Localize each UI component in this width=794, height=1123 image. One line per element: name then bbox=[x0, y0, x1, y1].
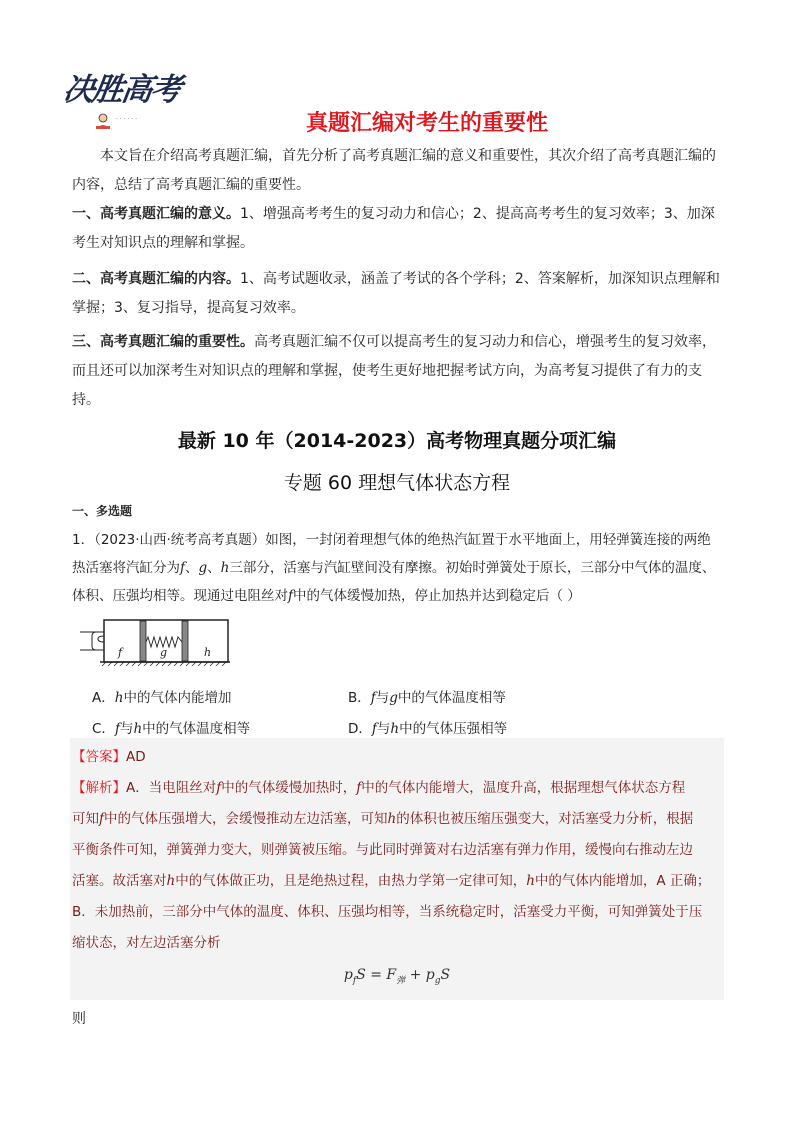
page-title: 真题汇编对考生的重要性 bbox=[305, 111, 548, 136]
point-3-head: 三、高考真题汇编的重要性。 bbox=[72, 334, 254, 350]
point-3-body: 高考真题汇编不仅可以提高考生的复习动力和信心，增强考生的复习效率，而且还可以加深考生对知识点的理解和掌握，使考生更好地把握考试方向，为高考复习提供了有力的支持。 bbox=[72, 334, 716, 408]
formula: $p_fS = F_弹 + p_gS$ bbox=[343, 967, 451, 986]
option-c[interactable]: C．f与h中的气体温度相等 bbox=[92, 721, 251, 737]
question-text bbox=[72, 526, 728, 610]
point-3 bbox=[72, 328, 722, 415]
answer-line: 【答案】AD bbox=[72, 749, 146, 765]
question-line-2: 热活塞将汽缸分为f、g、h三部分，活塞与汽缸壁间没有摩擦。初始时弹簧处于原长，三部分中气体的温度、 bbox=[72, 560, 716, 576]
analysis-line-2: 可知f中的气体压强增大，会缓慢推动左边活塞，可知h的体积也被压缩压强变大，对活塞受力分析，根据 bbox=[72, 811, 694, 827]
option-d[interactable]: D．f与h中的气体压强相等 bbox=[348, 721, 508, 737]
collection-heading: 最新 10 年（2014-2023）高考物理真题分项汇编 bbox=[177, 430, 617, 452]
analysis-line-5: B．未加热前，三部分中气体的温度、体积、压强均相等，当系统稳定时，活塞受力平衡，可知弹簧处于压 bbox=[72, 904, 703, 920]
point-1-head: 一、高考真题汇编的意义。 bbox=[72, 206, 240, 222]
question-line-1: 1．（2023·山西·统考高考真题）如图，一封闭着理想气体的绝热汽缸置于水平地面上，用轻弹簧连接的两绝 bbox=[72, 532, 711, 548]
then-text: 则 bbox=[72, 1011, 86, 1027]
point-1-body: 1、增强高考考生的复习动力和信心；2、提高高考考生的复习效率；3、加深考生对知识点的理解和掌握。 bbox=[72, 206, 715, 251]
intro-paragraph: 本文旨在介绍高考真题汇编，首先分析了高考真题汇编的意义和重要性，其次介绍了高考真题汇编的内容，总结了高考真题汇编的重要性。 bbox=[72, 148, 716, 193]
point-2 bbox=[72, 265, 722, 323]
option-a[interactable]: A．h中的气体内能增加 bbox=[92, 690, 232, 706]
diagram-label-h: h bbox=[204, 646, 212, 659]
point-2-head: 二、高考真题汇编的内容。 bbox=[72, 271, 240, 287]
diagram-label-g: g bbox=[160, 646, 168, 659]
analysis-line-6: 缩状态，对左边活塞分析 bbox=[72, 935, 221, 951]
section-heading: 一、多选题 bbox=[72, 504, 133, 518]
analysis-line-4: 活塞。故活塞对h中的气体做正功，且是绝热过程，由热力学第一定律可知，h中的气体内能增加，A 正确； bbox=[72, 873, 711, 889]
logo-text: 决胜高考 bbox=[60, 72, 183, 108]
diagram-label-f: f bbox=[118, 646, 123, 659]
analysis-line-1: 【解析】A．当电阻丝对f中的气体缓慢加热时，f中的气体内能增大，温度升高，根据理想气体状态方程 bbox=[72, 780, 686, 796]
option-b[interactable]: B．f与g中的气体温度相等 bbox=[348, 690, 506, 706]
topic-heading: 专题 60 理想气体状态方程 bbox=[283, 472, 511, 494]
question-line-3: 体积、压强均相等。现通过电阻丝对f中的气体缓慢加热，停止加热并达到稳定后（ ） bbox=[72, 588, 581, 604]
point-1 bbox=[72, 200, 722, 258]
logo-tagline-icon: · · · · · · bbox=[116, 116, 137, 123]
point-2-body: 1、高考试题收录，涵盖了考试的各个学科；2、答案解析，加深知识点理解和掌握；3、复习指导，提高复习效率。 bbox=[72, 271, 720, 316]
analysis-line-3: 平衡条件可知，弹簧弹力变大，则弹簧被压缩。与此同时弹簧对右边活塞有弹力作用，缓慢向右推动左边 bbox=[72, 842, 693, 858]
cylinder-diagram bbox=[72, 618, 232, 676]
